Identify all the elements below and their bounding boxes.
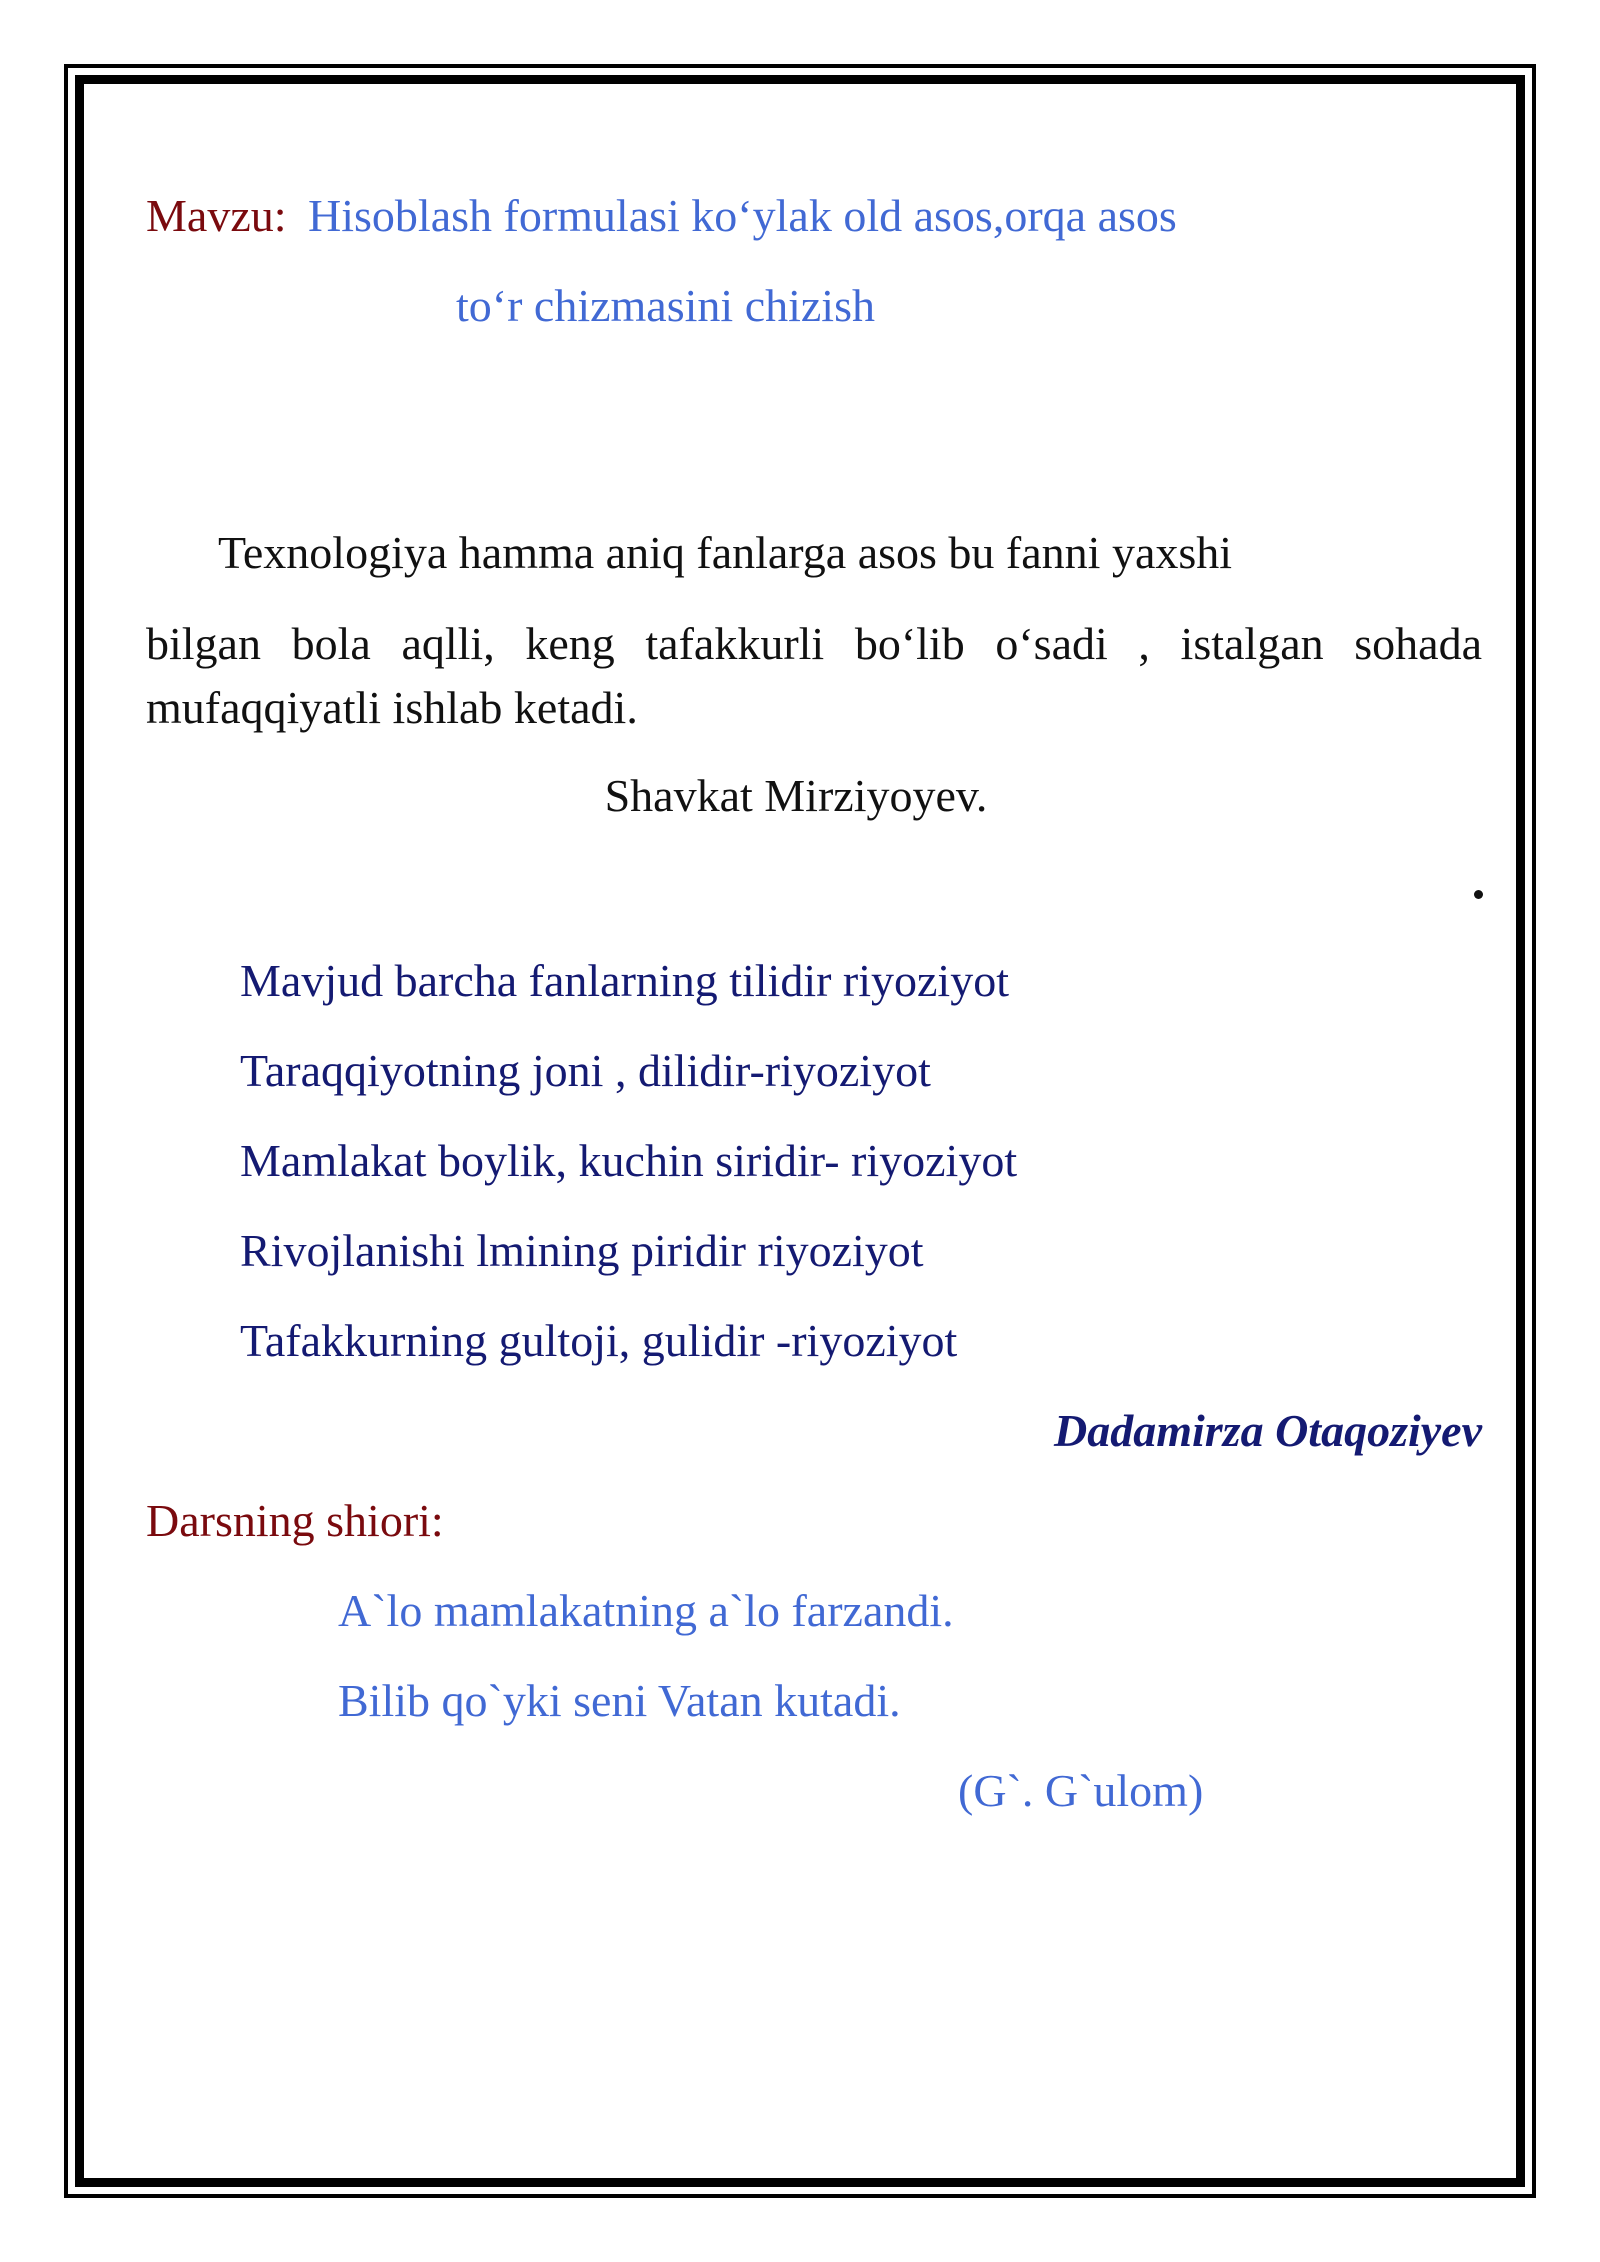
topic-heading	[146, 188, 1177, 244]
poem-line: Taraqqiyotning joni , dilidir-riyoziyot	[240, 1045, 931, 1096]
topic-label: Mavzu:	[146, 190, 287, 241]
poem-line: Tafakkurning gultoji, gulidir -riyoziyot	[240, 1315, 958, 1366]
motto-label: Darsning shiori:	[146, 1495, 444, 1546]
poem-line: Rivojlanishi lmining piridir riyoziyot	[240, 1225, 924, 1276]
motto-author: (G`. G`ulom)	[958, 1765, 1204, 1816]
page-border-inner	[75, 75, 1525, 2187]
poem-line: Mamlakat boylik, kuchin siridir- riyoziyot	[240, 1135, 1018, 1186]
motto-line: A`lo mamlakatning a`lo farzandi.	[338, 1585, 954, 1636]
topic-title-line1: Hisoblash formulasi ko‘ylak old asos,orqa asos	[308, 190, 1177, 241]
quote-line-1: Texnologiya hamma aniq fanlarga asos bu fanni yaxshi	[218, 527, 1233, 578]
topic-title-line2: to‘r chizmasini chizish	[456, 280, 875, 331]
stray-dot	[1474, 890, 1483, 899]
poem-author: Dadamirza Otaqoziyev	[1053, 1405, 1482, 1456]
quote-paragraph: bilgan bola aqlli, keng tafakkurli bo‘lib o‘sadi , istalgan sohada mufaqqiyatli ishlab ketadi.	[146, 618, 1482, 733]
poem-line: Mavjud barcha fanlarning tilidir riyoziyot	[240, 955, 1009, 1006]
quote-author: Shavkat Mirziyoyev.	[604, 770, 988, 821]
motto-line: Bilib qo`yki seni Vatan kutadi.	[338, 1675, 901, 1726]
